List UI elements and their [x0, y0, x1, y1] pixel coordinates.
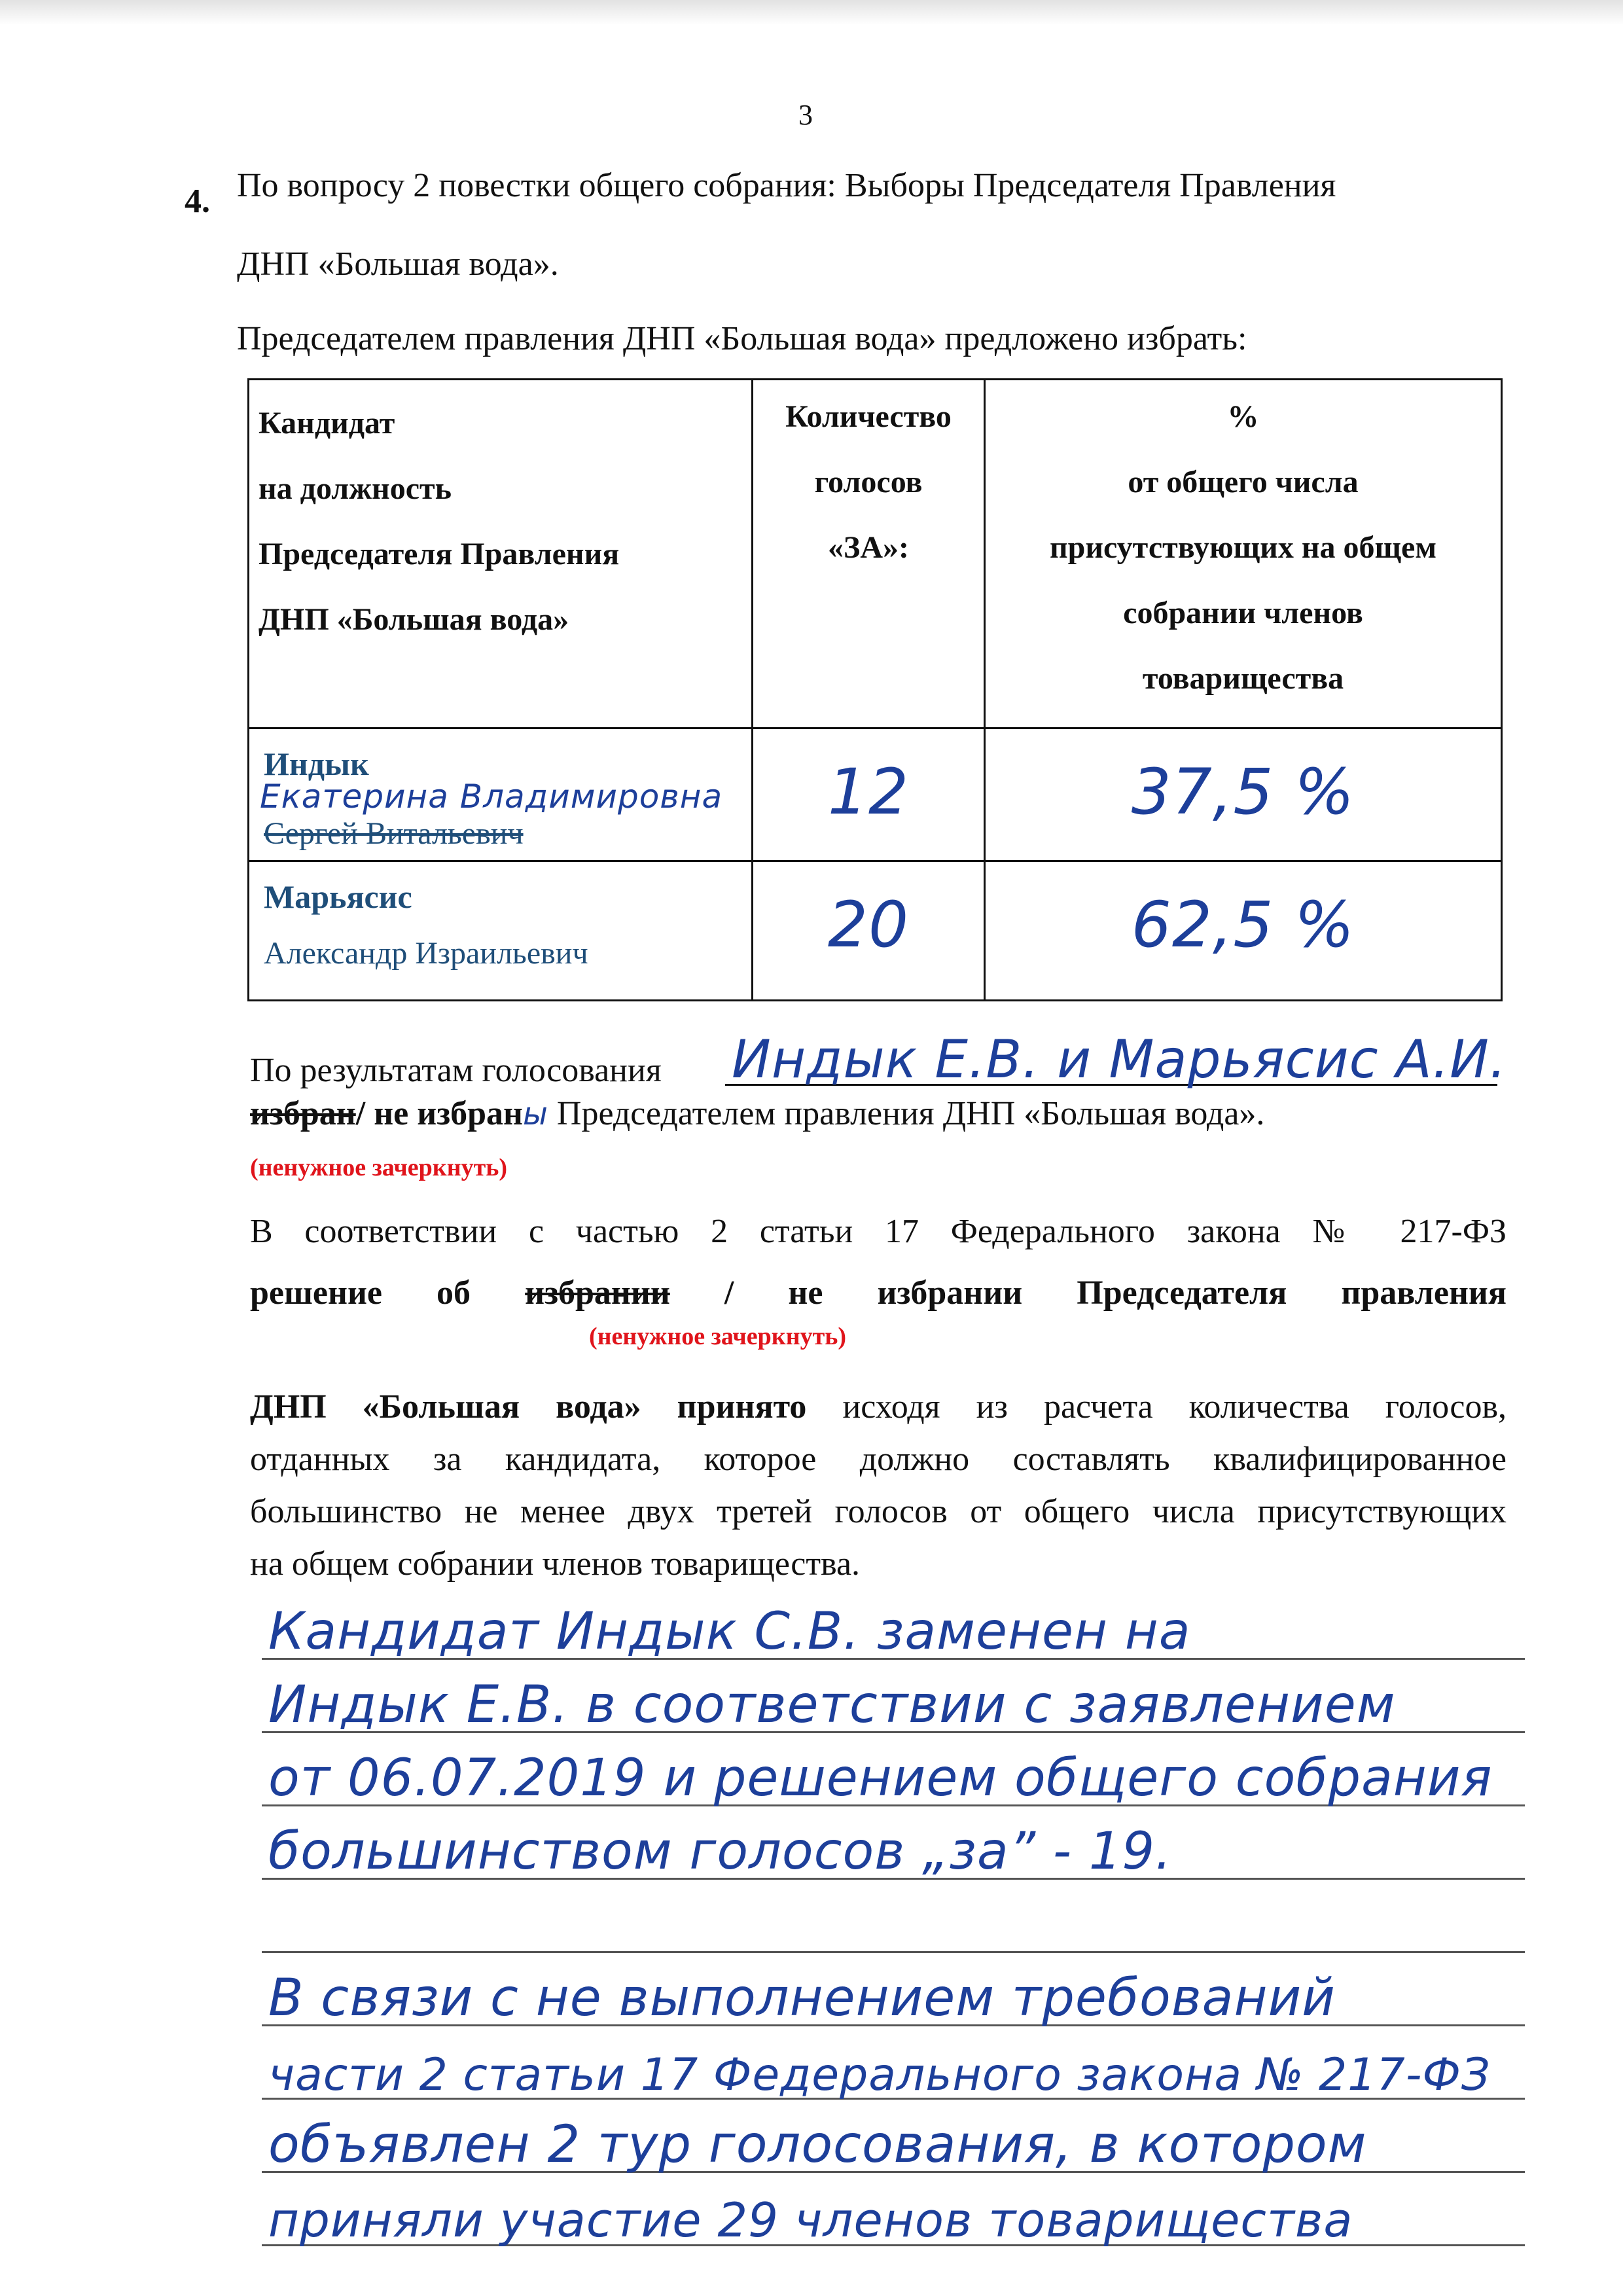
scan-edge-shadow — [0, 0, 1623, 25]
votes-cell — [753, 861, 985, 1001]
decision-paragraph — [250, 1381, 1507, 1590]
header-candidate — [249, 380, 753, 728]
handwritten-notes — [262, 1590, 1525, 2250]
note-line — [262, 1664, 1525, 1737]
table-row — [249, 861, 1502, 1001]
header-percent-line: собрании членов — [1123, 596, 1363, 630]
note-text: Индык Е.В. в соответствии с заявлением — [268, 1676, 1396, 1734]
percent-cell — [985, 728, 1502, 861]
law-line-2a: решение об — [250, 1274, 471, 1312]
law-line-2b: / не избрании Председателя правления — [724, 1274, 1507, 1312]
note-text: объявлен 2 тур голосования, в котором — [268, 2115, 1367, 2174]
note-text: большинством голосов „за” - 19. — [268, 1822, 1172, 1881]
elected-handwritten-suffix: ы — [522, 1096, 548, 1132]
note-rule — [262, 1951, 1525, 1953]
candidate-surname: Индык — [264, 745, 369, 782]
candidate-cell — [249, 728, 753, 861]
strike-note: (ненужное зачеркнуть) — [589, 1323, 847, 1350]
law-line-2-struck: избрании — [525, 1274, 670, 1312]
header-percent-line: присутствующих на общем — [1049, 530, 1437, 565]
candidate-surname: Марьясис — [264, 878, 412, 915]
note-line — [262, 2177, 1525, 2250]
percent-value: 37,5 % — [1131, 755, 1355, 829]
decision-line-1 — [250, 1381, 1507, 1433]
law-line-2 — [250, 1276, 1507, 1310]
candidate-cell — [249, 861, 753, 1001]
votes-value: 12 — [827, 755, 910, 829]
note-line — [262, 1590, 1525, 1664]
percent-value: 62,5 % — [1131, 888, 1355, 961]
decision-bold: ДНП «Большая вода» принято — [250, 1388, 807, 1426]
decision-line-3: большинство не менее двух третей голосов от общего числа присутствующих — [250, 1493, 1507, 1530]
header-votes — [753, 380, 985, 728]
votes-value: 20 — [827, 888, 910, 961]
header-candidate-line: Председателя Правления — [259, 537, 620, 571]
header-votes-line: Количество — [785, 399, 952, 434]
elected-struck: избран — [250, 1095, 356, 1132]
question-line-2: ДНП «Большая вода». — [237, 245, 559, 283]
candidates-table — [247, 378, 1503, 1001]
note-line — [262, 1957, 1525, 2030]
note-line — [262, 1737, 1525, 1810]
note-line — [262, 2104, 1525, 2177]
handwritten-candidate-name: Екатерина Владимировна — [260, 778, 723, 816]
not-elected: / не избран — [355, 1095, 523, 1132]
header-candidate-line: на должность — [259, 471, 452, 506]
struck-candidate-name: Сергей Витальевич — [264, 816, 524, 851]
decision-line-2: отданных за кандидата, которое должно составлять квалифицированное — [250, 1441, 1507, 1478]
proposed-text: Председателем правления ДНП «Большая вода» предложено избрать: — [237, 320, 1247, 357]
decision-rest: исходя из расчета количества голосов, — [842, 1388, 1507, 1426]
header-percent-line: товарищества — [1142, 661, 1344, 696]
note-text: Кандидат Индык С.В. заменен на — [268, 1602, 1191, 1661]
strike-note: (ненужное зачеркнуть) — [250, 1154, 508, 1181]
header-candidate-line: Кандидат — [259, 406, 395, 440]
note-text: от 06.07.2019 и решением общего собрания — [268, 1749, 1493, 1808]
table-header-row — [249, 380, 1502, 728]
results-handwritten: Индык Е.В. и Марьясис А.И. — [732, 1029, 1507, 1090]
elected-line — [250, 1097, 1264, 1131]
header-percent — [985, 380, 1502, 728]
header-percent-line: % — [1227, 399, 1259, 434]
law-line-1: В соответствии с частью 2 статьи 17 Федерального закона № 217-ФЗ — [250, 1213, 1507, 1250]
decision-line-4: на общем собрании членов товарищества. — [250, 1545, 861, 1583]
results-label: По результатам голосования — [250, 1052, 662, 1089]
elected-rest: Председателем правления ДНП «Большая вода». — [556, 1095, 1265, 1132]
note-text: приняли участие 29 членов товарищества — [268, 2193, 1353, 2248]
header-votes-line: голосов — [814, 465, 923, 499]
percent-cell — [985, 861, 1502, 1001]
note-text: части 2 статьи 17 Федерального закона № 217-ФЗ — [268, 2049, 1491, 2101]
header-candidate-line: ДНП «Большая вода» — [259, 602, 569, 637]
note-line — [262, 1884, 1525, 1957]
question-line-1: По вопросу 2 повестки общего собрания: Выборы Председателя Правления — [237, 167, 1336, 204]
note-line — [262, 2030, 1525, 2104]
note-text: В связи с не выполнением требований — [268, 1969, 1336, 2028]
note-line — [262, 1810, 1525, 1884]
votes-cell — [753, 728, 985, 861]
table-row — [249, 728, 1502, 861]
candidate-name: Александр Израильевич — [264, 936, 588, 971]
page-number: 3 — [798, 99, 813, 131]
header-votes-line: «ЗА»: — [828, 530, 909, 565]
item-number: 4. — [185, 183, 210, 220]
header-percent-line: от общего числа — [1128, 465, 1359, 499]
